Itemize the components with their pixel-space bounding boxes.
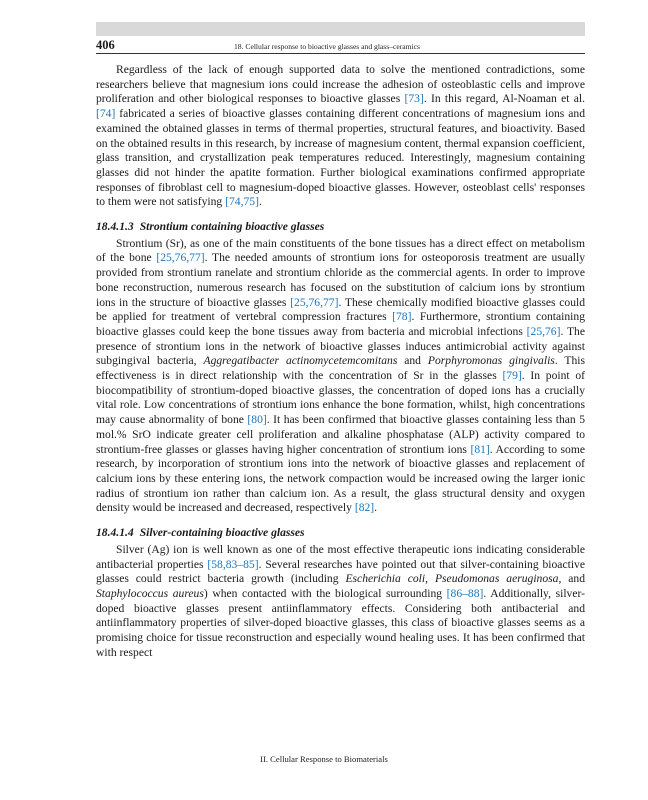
text-run: . These chemically modified bioactive glasses could be applied for treatment of vertebral compression fractures xyxy=(96,295,586,324)
section-title: Strontium containing bioactive glasses xyxy=(139,220,325,234)
citation-link[interactable]: [74] xyxy=(96,107,116,121)
page-number: 406 xyxy=(96,38,115,52)
text-run: . Furthermore, strontium containing bioactive glasses could keep the bone tissues away from bacteria and microbial infections xyxy=(96,310,585,338)
text-run: . xyxy=(374,501,378,515)
body-text xyxy=(96,63,585,660)
species-name: Staphylococcus aureus xyxy=(96,586,204,600)
citation-link[interactable]: [25,76,77] xyxy=(290,295,339,309)
text-run: Silver (Ag) ion is well known as one of the most effective therapeutic ions indicating considerable antibacterial properties xyxy=(96,542,585,571)
header-rule xyxy=(96,53,585,54)
text-run: . The presence of strontium ions in the network of bioactive glasses induces antimicrobial activity against subgingival bacteria, xyxy=(96,324,585,368)
species-name: Pseudomonas aeruginosa xyxy=(434,572,559,586)
citation-link[interactable]: [82] xyxy=(354,501,375,515)
text-run: fabricated a series of bioactive glasses containing different concentrations of magnesium ions and examined the obtained glasses in terms of thermal properties, structural features, and bioactivity. Based on the obtained results in this research, by increase of magnesium content, thermal expansion coefficient, glass transition, and crystallization peak temperatures reduced. Interestingly, magnesium containing glasses did not hinder the apatite formation. Further biological examinations confirmed appropriate responses of fibroblast cell to magnesium-doped bioactive glasses. However, osteoblast cells' responses to them were not satisfying xyxy=(96,107,585,209)
citation-link[interactable]: [25,76] xyxy=(526,324,561,338)
citation-link[interactable]: [25,76,77] xyxy=(156,251,205,265)
text-run: . It has been confirmed that bioactive glasses containing less than 5 mol.% SrO indicate greater cell proliferation and alkaline phosphatase (ALP) activity compared to strontium-free glasses or glasses having higher concentration of strontium ions xyxy=(96,413,586,456)
text-run: , and xyxy=(558,572,586,586)
citation-link[interactable]: [81] xyxy=(470,442,490,456)
text-run: Regardless of the lack of enough supported data to solve the mentioned contradictions, some researchers believe that magnesium ions could increase the adhesion of osteoblastic cells and improve proliferation and other biological responses to bioactive glasses xyxy=(96,63,585,106)
text-run: . Several researches have pointed out that silver-containing bioactive glasses could restrict bacteria growth (including xyxy=(96,557,585,586)
text-run: . Additionally, silver-doped bioactive glasses present antiinflammatory effects. Considering both antibacterial and antiinflammatory properties of silver-doped bioactive glasses, this class of bioactive glasses seems as a promising choice for tissue reconstruction and especially wound healing uses. It has been confirmed that with respect xyxy=(96,586,585,659)
section-heading-silver xyxy=(96,526,585,541)
paragraph-magnesium xyxy=(96,63,585,210)
section-title: Silver-containing bioactive glasses xyxy=(139,526,305,540)
text-run: Strontium (Sr), as one of the main constituents of the bone tissues has a direct effect on metabolism of the bone xyxy=(96,236,585,265)
paragraph-strontium xyxy=(96,237,585,516)
page-footer: II. Cellular Response to Biomaterials xyxy=(260,754,388,764)
text-run: . According to some research, by incorporation of strontium ions into the network of bioactive glasses and replacement of calcium ions by these entering ions, the network compaction would be increased owing the larger ionic radius of strontium ion rather than calcium ion. As a result, the glass structural density and oxygen density would be increased and decreased, respectively xyxy=(96,442,585,515)
section-heading-strontium xyxy=(96,220,585,235)
text-run: . In this regard, Al-Noaman et al. xyxy=(423,92,585,106)
header-bar xyxy=(96,22,585,36)
species-name: Escherichia coli xyxy=(345,572,426,586)
text-run: . In point of biocompatibility of strontium-doped bioactive glasses, the concentration of doped ions has a crucially vital role. Low concentrations of strontium ions enhance the bone formation, whilst, high concentrations may cause abnormality of bone xyxy=(96,369,585,427)
citation-link[interactable]: [86–88] xyxy=(446,586,484,600)
section-number: 18.4.1.3 xyxy=(96,220,134,234)
text-run: . This effectiveness is in direct relationship with the concentration of Sr in the glasses xyxy=(96,354,586,383)
species-name: Porphyromonas gingivalis xyxy=(427,354,555,368)
citation-link[interactable]: [74,75] xyxy=(225,195,259,209)
text-run: ) when contacted with the biological surrounding xyxy=(203,586,447,600)
running-head: 18. Cellular response to bioactive glasses and glass–ceramics xyxy=(234,42,420,51)
citation-link[interactable]: [58,83–85] xyxy=(207,557,259,571)
citation-link[interactable]: [78] xyxy=(392,310,412,324)
section-number: 18.4.1.4 xyxy=(96,526,134,540)
species-name: Aggregatibacter actinomycetemcomitans xyxy=(203,354,398,368)
text-run: . xyxy=(258,195,262,209)
citation-link[interactable]: [80] xyxy=(247,413,267,427)
text-run: . The needed amounts of strontium ions for osteoporosis treatment are usually provided from strontium ranelate and strontium chloride as the commercial agents. In order to improve bone reconstruction, numerous research has focused on the substitution of calcium ions by strontium ions in the structure of bioactive glasses xyxy=(96,251,585,309)
citation-link[interactable]: [73] xyxy=(404,92,424,106)
paragraph-silver xyxy=(96,543,585,661)
citation-link[interactable]: [79] xyxy=(502,369,522,383)
text-run: and xyxy=(397,354,428,368)
text-run: , xyxy=(425,572,435,586)
